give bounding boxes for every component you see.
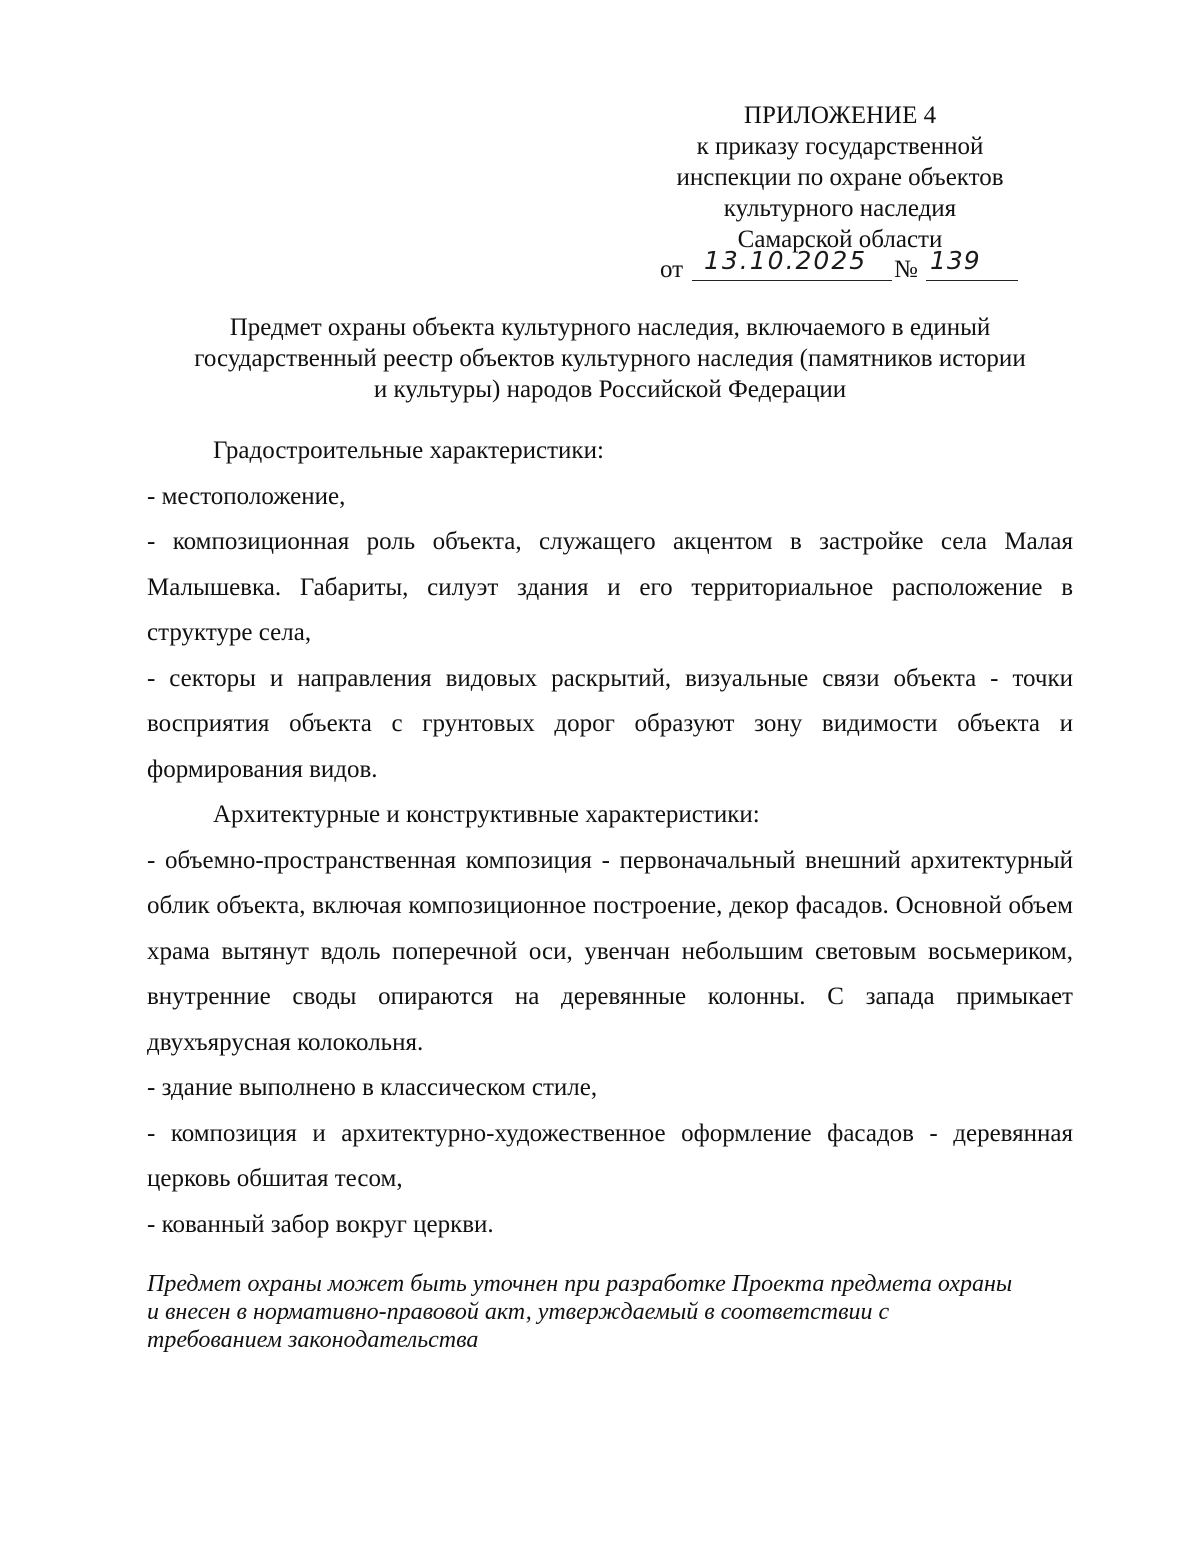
handwritten-date: 13.10.2025	[704, 246, 868, 275]
appendix-line: к приказу государственной	[696, 133, 984, 160]
order-date-number-line	[660, 246, 1040, 286]
note-line: требованием законодательства	[147, 1327, 479, 1353]
list-item: - секторы и направления видовых раскрытий, визуальные связи объекта - точки восприятия объекта с грунтовых дорог образуют зону видимости объекта и формирования видов.	[147, 664, 1073, 783]
from-label: от	[660, 256, 684, 283]
document-heading	[150, 312, 1070, 405]
list-item: - композиционная роль объекта, служащего акцентом в застройке села Малая Малышевка. Габариты, силуэт здания и его территориальное расположение в структуре села,	[147, 528, 1073, 646]
heading-line: Предмет охраны объекта культурного наследия, включаемого в единый	[229, 314, 991, 341]
appendix-header	[640, 100, 1040, 255]
appendix-line: культурного наследия	[723, 195, 957, 222]
order-number-field	[926, 246, 1018, 281]
heading-line: и культуры) народов Российской Федерации	[373, 376, 847, 403]
handwritten-number: 139	[930, 246, 981, 275]
list-item: - кованный забор вокруг церкви.	[147, 1210, 494, 1238]
list-item: - композиция и архитектурно-художественное оформление фасадов - деревянная церковь обшитая тесом,	[147, 1119, 1073, 1192]
order-date-field	[692, 246, 892, 281]
appendix-line: Самарской области	[737, 226, 943, 253]
appendix-line: инспекции по охране объектов	[676, 164, 1004, 191]
note-line: Предмет охраны может быть уточнен при разработке Проекта предмета охраны	[147, 1271, 1013, 1297]
list-item: - здание выполнено в классическом стиле,	[147, 1074, 598, 1101]
number-label: №	[894, 256, 918, 283]
list-item: - объемно-пространственная композиция - первоначальный внешний архитектурный облик объекта, включая композиционное построение, декор фасадов. Основной объем храма вытянут вдоль поперечной оси, увенчан небольшим световым восьмериком, внутренние своды опираются на деревянные колонны. С запада примыкает двухъярусная колокольня.	[147, 846, 1073, 1056]
note-line: и внесен в нормативно-правовой акт, утверждаемый в соответствии с	[147, 1299, 890, 1325]
italic-footnote	[147, 1270, 1073, 1354]
appendix-title: ПРИЛОЖЕНИЕ 4	[743, 102, 937, 129]
section-title-urban: Градостроительные характеристики:	[213, 437, 604, 464]
list-item: - местоположение,	[147, 482, 346, 510]
document-body	[147, 428, 1073, 1247]
section-title-architecture: Архитектурные и конструктивные характеристики:	[213, 801, 760, 828]
heading-line: государственный реестр объектов культурного наследия (памятников истории	[194, 345, 1026, 372]
